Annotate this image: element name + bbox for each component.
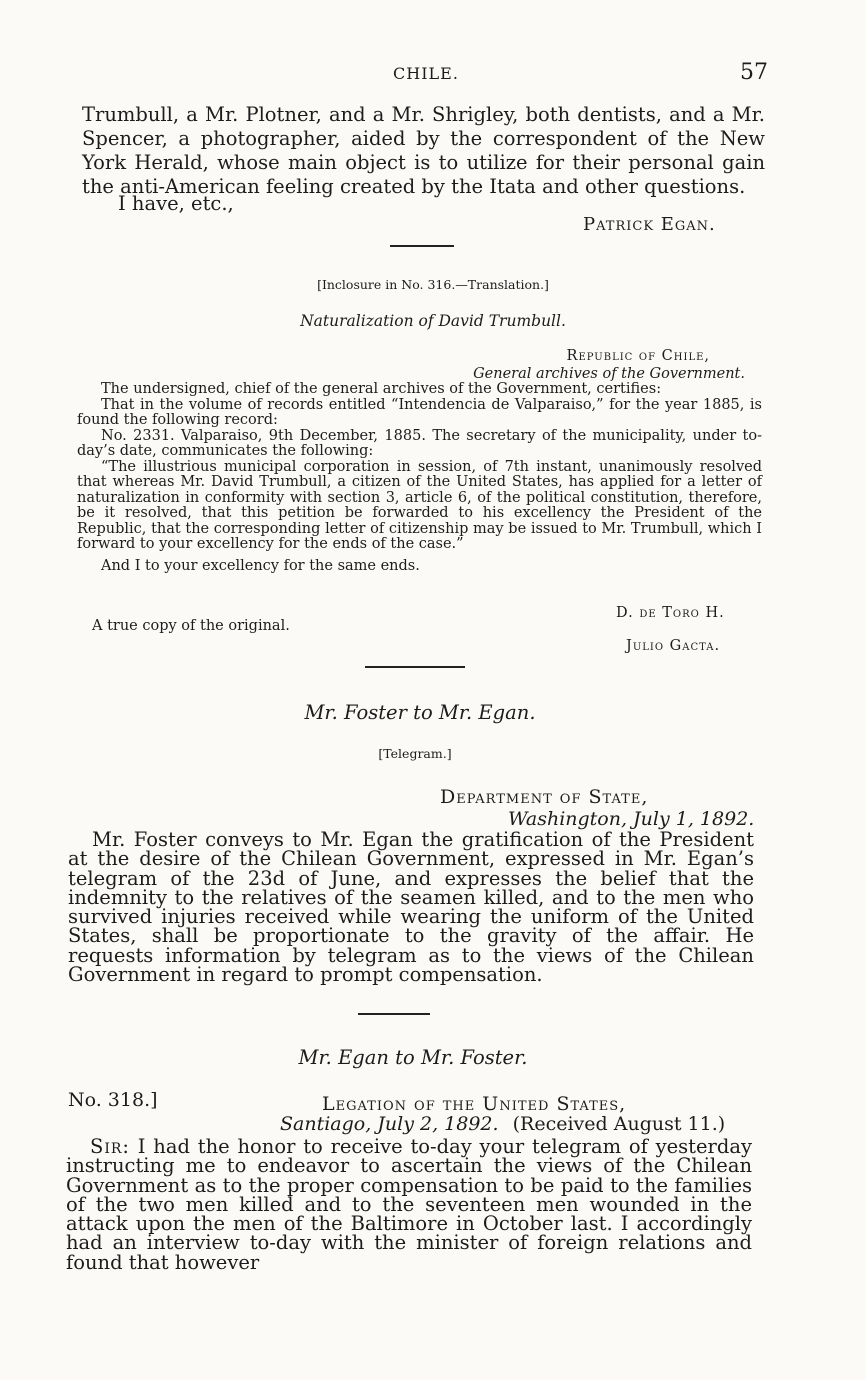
letter-received: (Received August 11.) xyxy=(512,1113,726,1135)
letter-body-text: I had the honor to receive to-day your telegram of yesterday instructing me to endeavor to ascertain the views of the Chilean Government as to the proper compensation to be paid to the families of the two men killed and to the seventeen men wounded in the attack upon the men of the Baltimore in October last. I accordingly had an interview to-day with the minister of foreign relations and found that however xyxy=(66,1135,752,1274)
letter-salutation: Sir: xyxy=(90,1135,130,1158)
letter-place-date xyxy=(280,1113,725,1135)
inclosure-p1: The undersigned, chief of the general archives of the Government, certifies: xyxy=(101,381,662,397)
inclosure-p3: No. 2331. Valparaiso, 9th December, 1885. The secretary of the municipality, under to-day’s date, communicates the following: xyxy=(77,427,762,459)
letter-heading: Mr. Egan to Mr. Foster. xyxy=(298,1046,528,1069)
letter-number: No. 318.] xyxy=(68,1089,158,1111)
inclosure-p2: That in the volume of records entitled “Intendencia de Valparaiso,” for the year 1885, is found the following record: xyxy=(77,396,762,428)
inclosure-signature-1: D. de Toro H. xyxy=(616,605,725,621)
telegram-label: [Telegram.] xyxy=(378,746,452,761)
telegram-body: Mr. Foster conveys to Mr. Egan the gratification of the President at the desire of the Chilean Government, expressed in Mr. Egan’s telegram of the 23d of June, and expresses the belief that the indemnity to the relatives of the seamen killed, and to the men who survived injuries received while wearing the uniform of the United States, shall be proportionate to the gravity of the affair. He requests information by telegram as to the views of the Chilean Government in regard to prompt compensation. xyxy=(68,828,754,987)
inclosure-place-line2: General archives of the Government. xyxy=(473,366,745,382)
letter-place-line2: Santiago, July 2, 1892. xyxy=(280,1113,499,1135)
section-rule xyxy=(358,1013,430,1015)
running-head: CHILE. xyxy=(393,64,459,83)
inclosure-signature-2: Julio Gacta. xyxy=(626,638,721,654)
top-paragraph: Trumbull, a Mr. Plotner, and a Mr. Shrigley, both dentists, and a Mr. Spencer, a photographer, aided by the correspondent of the New York Herald, whose main object is to utilize for their personal gain the anti-American feeling created by the Itata and other questions. xyxy=(82,103,765,198)
telegram-place-line2: Washington, July 1, 1892. xyxy=(508,808,755,830)
inclosure-p4: “The illustrious municipal corporation in session, of 7th instant, unanimously resolved that whereas Mr. David Trumbull, a citizen of the United States, has applied for a letter of naturalization in conformity with section 3, article 6, of the political constitution, therefore, be it resolved, that this petition be forwarded to his excellency the President of the Republic, that the corresponding letter of citizenship may be issued to Mr. Trumbull, which I forward to your excellency for the ends of the case.” xyxy=(77,458,762,552)
section-rule xyxy=(390,245,454,247)
inclosure-title: Naturalization of David Trumbull. xyxy=(300,312,566,330)
inclosure-body xyxy=(77,382,762,574)
telegram-heading: Mr. Foster to Mr. Egan. xyxy=(304,701,536,724)
inclosure-label: [Inclosure in No. 316.—Translation.] xyxy=(317,277,549,292)
page-number: 57 xyxy=(740,60,768,85)
inclosure-place-line1: Republic of Chile, xyxy=(566,348,710,364)
letter-body xyxy=(66,1137,752,1272)
section-rule xyxy=(365,666,465,668)
letter-place-line1: Legation of the United States, xyxy=(322,1093,627,1115)
top-closing: I have, etc., xyxy=(118,192,234,215)
inclosure-p5: And I to your excellency for the same ends. xyxy=(101,557,420,574)
telegram-place-line1: Department of State, xyxy=(440,786,649,808)
top-signature: Patrick Egan. xyxy=(583,214,716,235)
true-copy-note: A true copy of the original. xyxy=(92,618,290,634)
